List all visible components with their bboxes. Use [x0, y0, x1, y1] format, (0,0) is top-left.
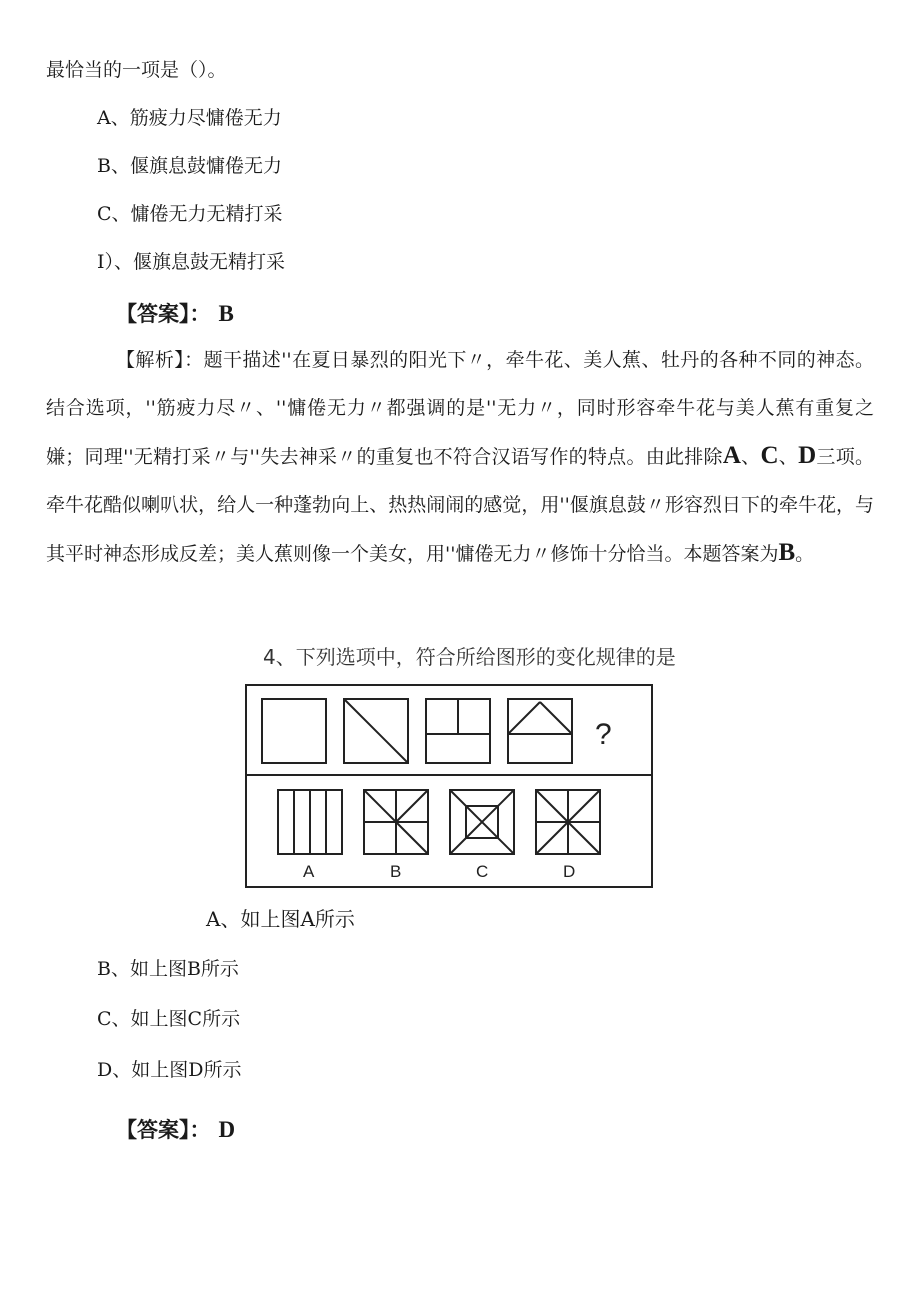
answer-q3	[116, 298, 234, 328]
choice-fig-c	[450, 790, 514, 854]
seq-fig-2	[344, 699, 408, 763]
q4-option-b: B、如上图B所示	[97, 958, 239, 980]
option-b: B、偃旗息鼓慵倦无力	[97, 155, 282, 177]
excluded-a: A	[722, 442, 741, 469]
excluded-d: D	[798, 442, 817, 469]
choice-label-b: B	[390, 862, 402, 881]
q4-option-c: C、如上图C所示	[97, 1008, 241, 1030]
seq-fig-3	[426, 699, 490, 763]
q4-option-a: A、如上图A所示	[206, 907, 355, 931]
question-mark: ?	[595, 718, 612, 751]
answer-label: 【答案】：	[116, 303, 211, 326]
analysis-text-1: ：题干描述''在夏日暴烈的阳光下〃，牵牛花、美人蕉、牡丹的各种不同的神态。结合选项，''筋疲力尽〃、''慵倦无力〃都强调的是''无力〃，同时形容牵牛花与美人蕉有重复之嫌；同理''无精打采〃与''失去神采〃的重复也不符合汉语写作的特点。由此排除	[46, 349, 874, 468]
figure-frame	[246, 685, 652, 887]
option-c: C、慵倦无力无精打采	[97, 203, 283, 225]
analysis-text-2: 三项。牵牛花酷似喇叭状，给人一种蓬勃向上、热热闹闹的感觉，用''偃旗息鼓〃形容烈日下的牵牛花，与其平时神态形成反差；美人蕉则像一个美女，用''慵倦无力〃修饰十分恰当。本题答案为	[46, 446, 874, 565]
choice-fig-a	[278, 790, 342, 854]
analysis-label: 【解析】	[116, 349, 185, 371]
correct-b: B	[778, 539, 796, 566]
analysis-end: 。	[795, 543, 815, 565]
pattern-figure	[245, 684, 655, 890]
answer-value: D	[218, 1117, 236, 1142]
excluded-c: C	[760, 442, 779, 469]
answer-value: B	[218, 301, 234, 326]
option-d: I）、偃旗息鼓无精打采	[97, 251, 286, 273]
choice-label-d: D	[563, 862, 576, 881]
q4-stem: 4、下列选项中，符合所给图形的变化规律的是	[263, 645, 676, 669]
choice-label-c: C	[476, 862, 489, 881]
seq-fig-1	[262, 699, 326, 763]
q4-option-d: D、如上图D所示	[97, 1059, 242, 1081]
choice-label-a: A	[303, 862, 315, 881]
question-stem-tail: 最恰当的一项是（）。	[46, 59, 227, 81]
option-a: A、筋疲力尽慵倦无力	[97, 107, 282, 129]
answer-q4	[116, 1114, 235, 1144]
sep-1: 、	[740, 446, 761, 468]
sep-2: 、	[778, 446, 799, 468]
analysis-paragraph	[46, 336, 874, 578]
choice-fig-b	[364, 790, 428, 854]
seq-fig-4	[508, 699, 572, 763]
answer-label: 【答案】：	[116, 1119, 211, 1142]
choice-fig-d	[536, 790, 600, 854]
